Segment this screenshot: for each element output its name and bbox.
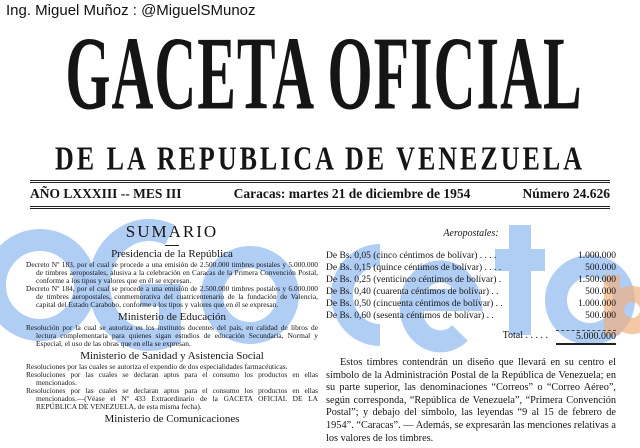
sumario-item: Decreto Nº 183, por el cual se procede a una emisión de 2.500.000 timbres postales y 5.000.000 de timbres aeropostales, alusiva a la celebración en Caracas de la Primera Convención Postal, conforme a los tipos y valores que en él se expresan. bbox=[26, 260, 318, 285]
issue-info bbox=[30, 186, 610, 202]
stamp-row bbox=[326, 250, 616, 262]
sumario-item: Resoluciones por las cuales se declaran aptos para el consumo los productos en ellas mencionados.—(Véase el Nº 433 Extraordinario de la GACETA OFICIAL DE LA REPÚBLICA DE VENEZUELA, de esta misma fecha). bbox=[26, 386, 318, 411]
stamp-row bbox=[326, 298, 616, 310]
stamp-row bbox=[326, 274, 616, 286]
total-value: 5.000.000 bbox=[556, 330, 616, 345]
sumario-item: Decreto Nº 184, por el cual se procede a una emisión de 2.500.000 timbres postales y 6.000.000 de timbres aeropostales, conmemorativa del cuatricentenario de la fundación de Valencia, capital del Estado Carabobo, conforme a los tipos y valores que en él se expresan. bbox=[26, 284, 318, 309]
stamp-denomination: De Bs. 0,05 (cinco céntimos de bolívar) . . . . bbox=[326, 251, 497, 261]
section-heading: Presidencia de la República bbox=[111, 248, 233, 260]
divider bbox=[30, 180, 610, 183]
stamp-quantity: 1.500.000 bbox=[578, 275, 616, 285]
stamp-row bbox=[326, 262, 616, 274]
section-heading: Ministerio de Sanidad y Asistencia Social bbox=[80, 350, 264, 362]
body-paragraph: Estos timbres contendrán un diseño que llevará en su centro el símbolo de la Administración Postal de la República de Venezuela; en su parte superior, las denominaciones “Correos” o “Correo Aéreo”, según corresponda, “República de Venezuela”, “Primera Convención Postal”; y debajo del símbolo, las leyendas “9 al 15 de febrero de 1954”. “Caracas”. — Además, se expresarán las menciones relativas a los valores de los timbres. bbox=[326, 357, 616, 444]
sumario-item: Resoluciones por las cuales se autoriza el expendio de dos especialidades farmacéuticas. bbox=[26, 362, 288, 371]
section-heading: Ministerio de Educación bbox=[117, 311, 227, 323]
issue-number: Número 24.626 bbox=[522, 186, 610, 201]
stamp-quantity: 500.000 bbox=[585, 287, 616, 297]
aeropostales-caption: Aeropostales: bbox=[443, 228, 499, 239]
stamp-quantity: 1.000.000 bbox=[578, 251, 616, 261]
issue-year: AÑO LXXXIII -- MES III bbox=[30, 186, 182, 201]
stamp-quantity: 500.000 bbox=[585, 263, 616, 273]
sumario-item: Resoluciones por las cuales se declaran aptos para el consumo los productos en ellas mencionados. bbox=[26, 370, 318, 387]
stamp-denomination: De Bs. 0,15 (quince céntimos de bolívar) . . . . bbox=[326, 263, 502, 273]
issue-date: Caracas: martes 21 de diciembre de 1954 bbox=[233, 186, 471, 201]
sumario-column bbox=[26, 222, 318, 426]
stamp-denomination: De Bs. 0,25 (venticinco céntimos de bolívar) . bbox=[326, 275, 502, 285]
total-label: Total . . . . . bbox=[502, 330, 548, 341]
masthead-subtitle: DE LA REPUBLICA DE VENEZUELA bbox=[55, 139, 585, 178]
divider bbox=[165, 245, 179, 246]
section-heading: Ministerio de Comunicaciones bbox=[104, 413, 240, 425]
stamp-quantity: 1.000.000 bbox=[578, 299, 616, 309]
sumario-title: SUMARIO bbox=[125, 222, 219, 241]
aeropostales-column bbox=[326, 222, 616, 445]
stamp-quantity: 500.000 bbox=[585, 311, 616, 321]
sumario-item: Resolución por la cual se autoriza en los institutos docentes del país, en calidad de libros de lectura complementaria para quienes sigan estudios de educación Secundaria, Normal y Especial, el uso de las obras que en ella se expresan. bbox=[26, 323, 318, 348]
credit-text: Ing. Miguel Muñoz : @MiguelSMunoz bbox=[6, 2, 256, 19]
stamp-row bbox=[326, 286, 616, 298]
stamp-denomination: De Bs. 0,40 (cuarenta céntimos de bolívar) . . bbox=[326, 287, 499, 297]
stamp-denomination: De Bs. 0,60 (sesenta céntimos de bolívar) . . bbox=[326, 311, 494, 321]
stamp-denomination: De Bs. 0,50 (cincuenta céntimos de bolívar) . . bbox=[326, 299, 503, 309]
masthead-title: GACETA OFICIAL bbox=[65, 14, 583, 132]
stamp-row bbox=[326, 310, 616, 322]
total-row bbox=[326, 330, 616, 345]
